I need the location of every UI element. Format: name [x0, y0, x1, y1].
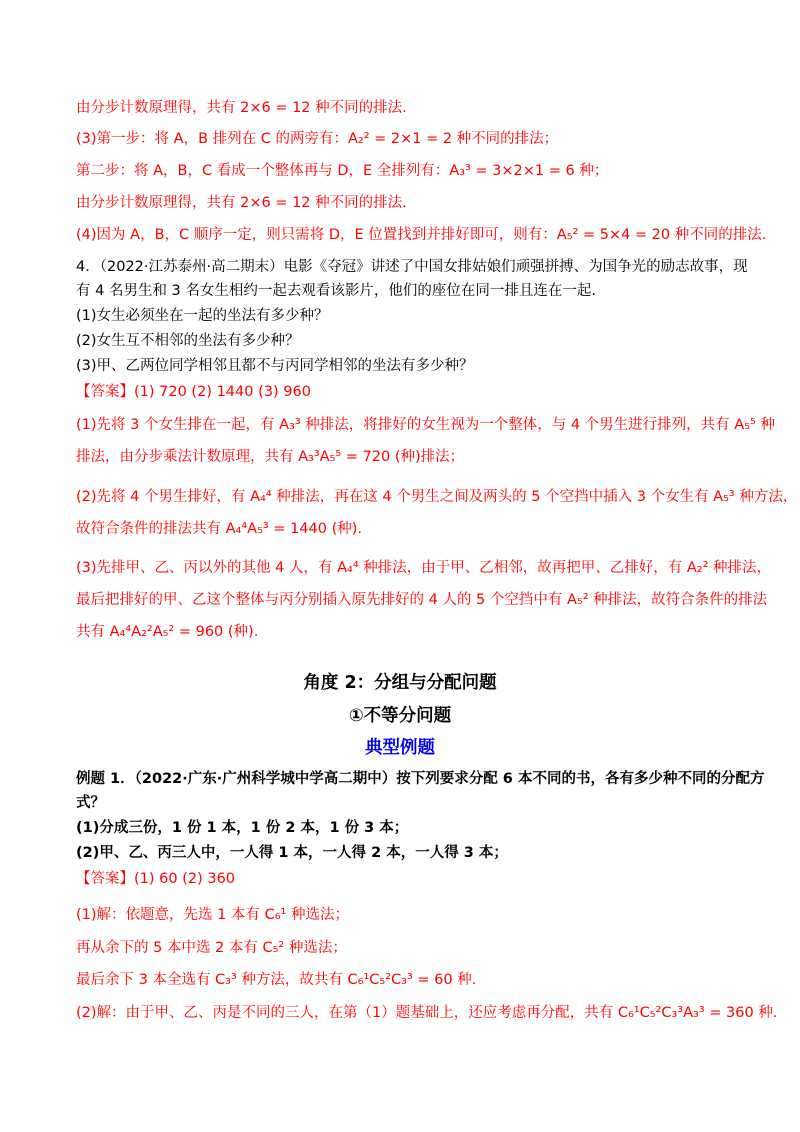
solution-line: 再从余下的 5 本中选 2 本有 C₅² 种选法； — [76, 940, 347, 956]
solution-line: 最后余下 3 本全选有 C₃³ 种方法，故共有 C₆¹C₅²C₃³ = 60 种. — [76, 972, 477, 988]
answer-line — [76, 868, 740, 890]
example-1-stem: 式？ — [76, 795, 105, 811]
answer-line — [76, 381, 740, 403]
answer-tag: 【答案】 — [76, 384, 134, 400]
solution-line: 由分步计数原理得，共有 2×6 = 12 种不同的排法. — [76, 100, 407, 116]
solution-line: 第二步：将 A，B，C 看成一个整体再与 D，E 全排列有：A₃³ = 3×2×1 = 6 种； — [76, 163, 609, 179]
solution-line: (1)解：依题意，先选 1 本有 C₆¹ 种选法； — [76, 907, 349, 923]
solution-line: (3)先排甲、乙、丙以外的其他 4 人，有 A₄⁴ 种排法，由于甲、乙相邻，故再把甲、乙排好，有 A₂² 种排法， — [76, 560, 772, 576]
question-4-stem: 有 4 名男生和 3 名女生相约一起去观看该影片，他们的座位在同一排且连在一起. — [76, 283, 596, 299]
section-heading: 角度 2：分组与分配问题 — [303, 673, 497, 693]
question-4-stem: 4．（2022·江苏泰州·高二期末）电影《夺冠》讲述了中国女排姑娘们顽强拼搏、为国争光的励志故事，现 — [76, 259, 748, 275]
typical-examples-heading: 典型例题 — [365, 738, 435, 758]
answer-values: (1) 720 (2) 1440 (3) 960 — [134, 384, 311, 400]
solution-line: 排法，由分步乘法计数原理，共有 A₃³A₅⁵ = 720 (种)排法； — [76, 449, 465, 465]
example-1-stem: 例题 1．（2022·广东·广州科学城中学高二期中）按下列要求分配 6 本不同的书，各有多少种不同的分配方 — [76, 771, 765, 787]
question-part: (1)分成三份，1 份 1 本，1 份 2 本，1 份 3 本； — [76, 820, 409, 836]
solution-line: 故符合条件的排法共有 A₄⁴A₅³ = 1440 (种). — [76, 521, 362, 537]
solution-line: (2)解：由于甲、乙、丙是不同的三人，在第（1）题基础上，还应考虑再分配，共有 C₆¹C₅²C₃³A₃³ = 360 种. — [76, 1005, 778, 1021]
question-part: (3)甲、乙两位同学相邻且都不与丙同学相邻的坐法有多少种？ — [76, 358, 474, 374]
solution-line: (2)先将 4 个男生排好，有 A₄⁴ 种排法，再在这 4 个男生之间及两头的 5 个空挡中插入 3 个女生有 A₅³ 种方法， — [76, 489, 798, 505]
question-part: (2)甲、乙、丙三人中，一人得 1 本，一人得 2 本，一人得 3 本； — [76, 845, 508, 861]
subsection-heading: ①不等分问题 — [348, 706, 452, 726]
question-part: (1)女生必须坐在一起的坐法有多少种？ — [76, 308, 329, 324]
answer-tag: 【答案】 — [76, 871, 134, 887]
solution-line: (4)因为 A，B，C 顺序一定，则只需将 D，E 位置找到并排好即可，则有：A₅² = 5×4 = 20 种不同的排法. — [76, 227, 767, 243]
answer-values: (1) 60 (2) 360 — [134, 871, 236, 887]
solution-line: 共有 A₄⁴A₂²A₅² = 960 (种). — [76, 624, 259, 640]
question-part: (2)女生互不相邻的坐法有多少种？ — [76, 333, 300, 349]
solution-line: 最后把排好的甲、乙这个整体与丙分别插入原先排好的 4 人的 5 个空挡中有 A₅² 种排法，故符合条件的排法 — [76, 592, 768, 608]
solution-line: (1)先将 3 个女生排在一起，有 A₃³ 种排法，将排好的女生视为一个整体，与 4 个男生进行排列，共有 A₅⁵ 种 — [76, 417, 775, 433]
solution-line: (3)第一步：将 A，B 排列在 C 的两旁有：A₂² = 2×1 = 2 种不同的排法； — [76, 131, 559, 147]
solution-line: 由分步计数原理得，共有 2×6 = 12 种不同的排法. — [76, 195, 407, 211]
